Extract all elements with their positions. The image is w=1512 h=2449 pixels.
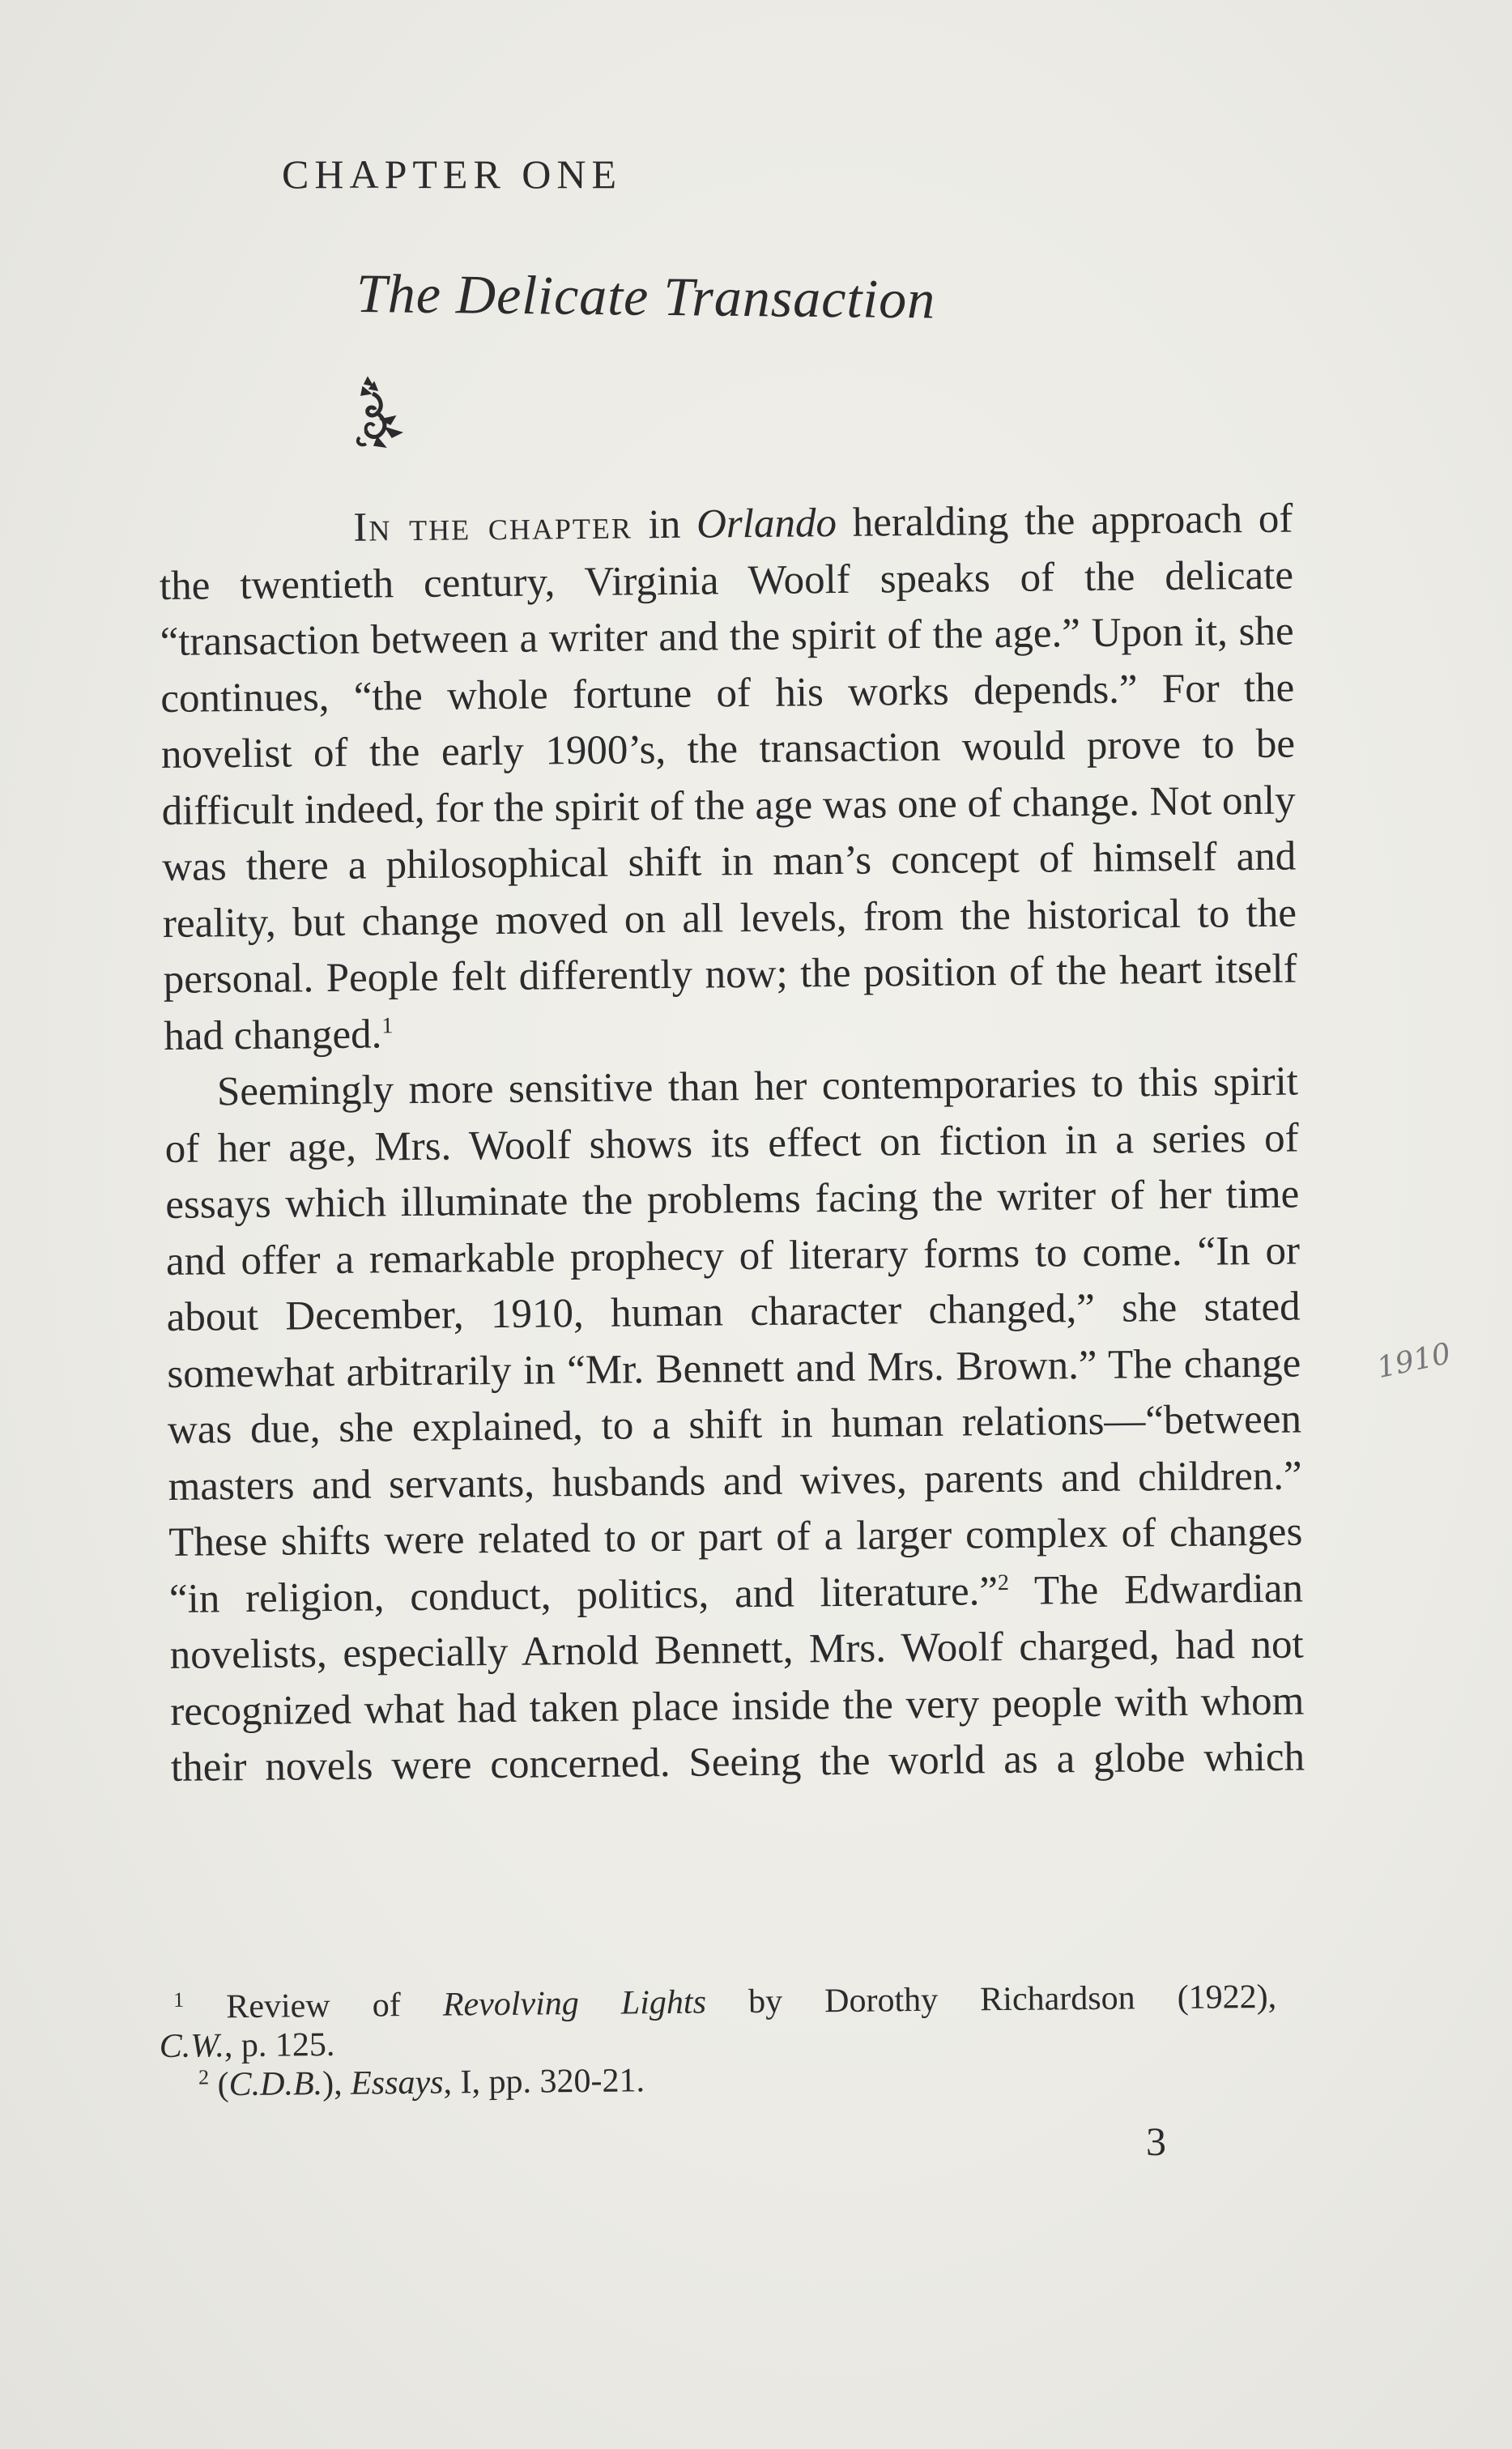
footnote-2-text-b: ),: [322, 2064, 351, 2103]
footnote-1-text-a: Review of: [184, 1986, 444, 2026]
paragraph-1-text-a: in: [632, 501, 697, 548]
footnote-1-cw: C.W.: [159, 2027, 225, 2065]
footnotes: [159, 1978, 1277, 2105]
paragraph-1-text-b: heralding the approach of the twentieth century, Virginia Woolf speaks of the delicate “transaction between a writer and the spirit of the age.” Upon it, she continues, “the whole fortune of his works depends.” For the novelist of the early 1900’s, the transaction would prove to be difficult indeed, for the spirit of the age was one of change. Not only was there a philosophical shift in man’s concept of himself and reality, but change moved on all levels, from the historical to the personal. People felt differently now; the position of the heart itself had changed.: [159, 496, 1297, 1059]
footnote-2-text-c: , I, pp. 320-21.: [443, 2062, 645, 2102]
paragraph-2: [164, 1054, 1305, 1797]
footnote-1-text-c: , p. 125.: [224, 2025, 335, 2065]
orlando-title: Orlando: [696, 500, 837, 547]
handwritten-margin-note: 1910: [1374, 1336, 1454, 1386]
footnote-2-number: 2: [198, 2065, 210, 2089]
chapter-label: CHAPTER ONE: [282, 151, 623, 197]
paragraph-2-text-b: The Edwardian novelists, especially Arnold Bennett, Mrs. Woolf charged, had not recognized what had taken place inside the very people with whom their novels were concerned. Seeing the world as a globe which: [169, 1565, 1305, 1791]
body-text: [159, 492, 1305, 1797]
footnote-2-cdb: C.D.B.: [228, 2065, 323, 2104]
footnote-ref-1[interactable]: 1: [381, 1012, 394, 1038]
footnote-ref-2[interactable]: 2: [997, 1569, 1010, 1595]
footnote-2-essays: Essays: [350, 2064, 444, 2102]
footnote-1-text-b: by Dorothy Richardson (1922),: [705, 1978, 1277, 2021]
paragraph-2-text-a: Seemingly more sensitive than her contemporaries to this spirit of her age, Mrs. Woolf shows its effect on fiction in a series of essays which illuminate the problems facing the writer of her time and offer a remarkable prophecy of literary forms to come. “In or about December, 1910, human character changed,” she stated somewhat arbitrarily in “Mr. Bennett and Mrs. Brown.” The change was due, she explained, to a shift in human relations—“between masters and servants, husbands and wives, parents and children.” These shifts were related to or part of a larger complex of changes “in religion, conduct, politics, and literature.”: [164, 1058, 1303, 1622]
footnote-1-number: 1: [172, 1987, 185, 2012]
footnote-1-title: Revolving Lights: [442, 1983, 707, 2024]
fleuron-ornament-icon: [353, 374, 410, 449]
page-number: 3: [1146, 2119, 1166, 2164]
paragraph-1: [159, 492, 1298, 1065]
opening-words: In the chapter: [353, 502, 633, 551]
footnote-2-text-a: (: [208, 2066, 229, 2104]
chapter-title: The Delicate Transaction: [356, 262, 936, 330]
